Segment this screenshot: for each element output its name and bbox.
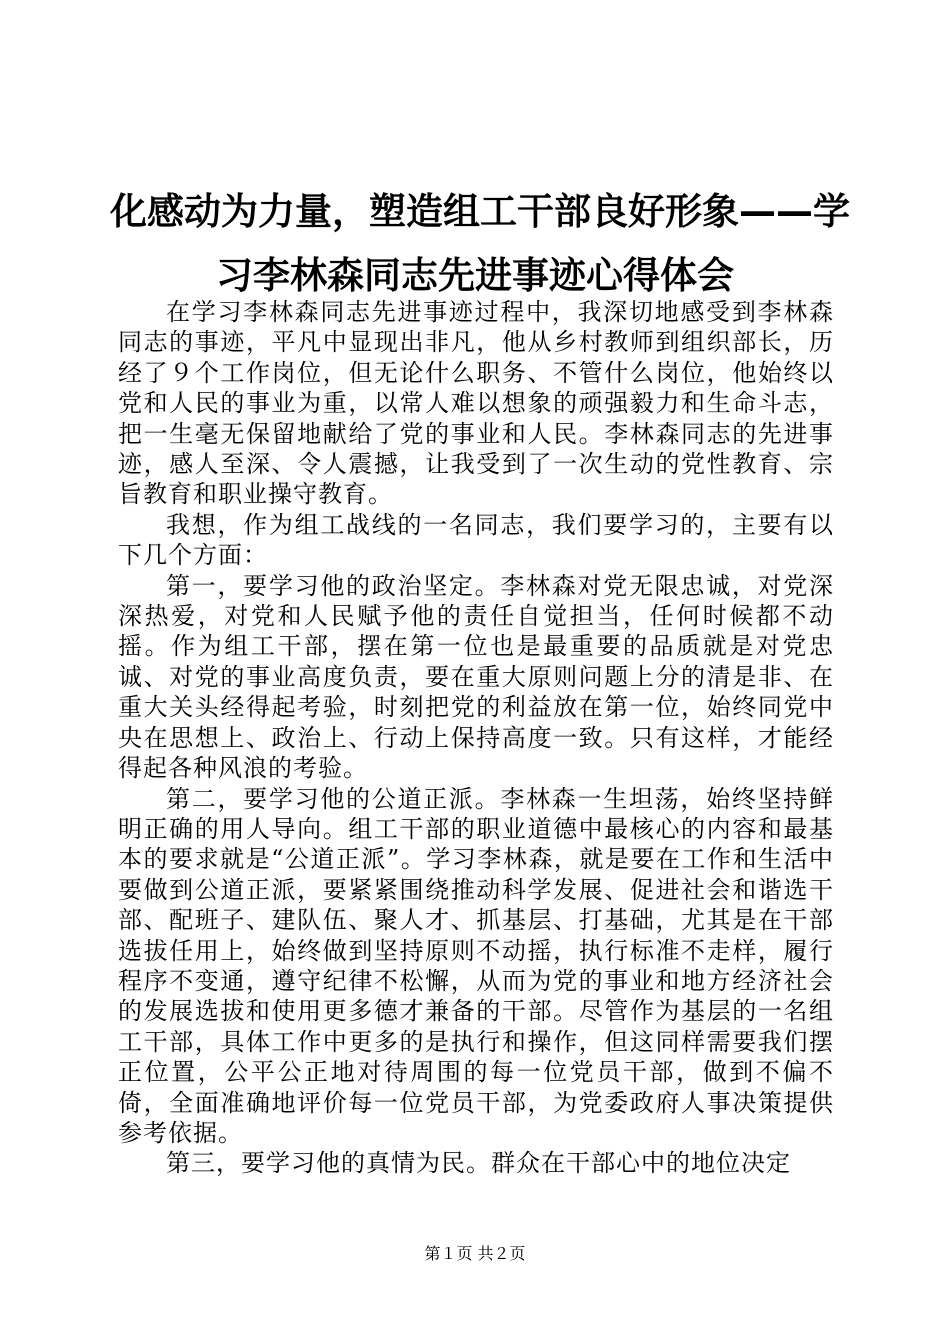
title-line-2: 习李林森同志先进事迹心得体会 (216, 254, 734, 297)
paragraph-first-point: 第一，要学习他的政治坚定。李林森对党无限忠诚，对党深深热爱，对党和人民赋予他的责任自觉担当，任何时候都不动摇。作为组工干部，摆在第一位也是最重要的品质就是对党忠诚、对党的事业高度负责，要在重大原则问题上分的清是非、在重大关头经得起考验，时刻把党的利益放在第一位，始终同党中央在思想上、政治上、行动上保持高度一致。只有这样，才能经得起各种风浪的考验。 (118, 571, 834, 783)
paragraph-intro: 在学习李林森同志先进事迹过程中，我深切地感受到李林森同志的事迹，平凡中显现出非凡，他从乡村教师到组织部长，历经了９个工作岗位，但无论什么职务、不管什么岗位，他始终以党和人民的事业为重，以常人难以想象的顽强毅力和生命斗志，把一生毫无保留地献给了党的事业和人民。李林森同志的先进事迹，感人至深、令人震撼，让我受到了一次生动的党性教育、宗旨教育和职业操守教育。 (118, 298, 834, 509)
paragraph-aspects: 我想，作为组工战线的一名同志，我们要学习的，主要有以下几个方面： (118, 510, 834, 570)
page-number-footer: 第１页 共２页 (424, 1244, 526, 1263)
document-body (118, 297, 834, 1179)
paragraph-second-point: 第二，要学习他的公道正派。李林森一生坦荡，始终坚持鲜明正确的用人导向。组工干部的职业道德中最核心的内容和最基本的要求就是“公道正派”。学习李林森，就是要在工作和生活中要做到公道正派，要紧紧围绕推动科学发展、促进社会和谐选干部、配班子、建队伍、聚人才、抓基层、打基础，尤其是在干部选拔任用上，始终做到坚持原则不动摇，执行标准不走样，履行程序不变通，遵守纪律不松懈，从而为党的事业和地方经济社会的发展选拔和使用更多德才兼备的干部。尽管作为基层的一名组工干部，具体工作中更多的是执行和操作，但这同样需要我们摆正位置，公平公正地对待周围的每一位党员干部，做到不偏不倚，全面准确地评价每一位党员干部，为党委政府人事决策提供参考依据。 (118, 784, 834, 1147)
paragraph-third-point: 第三，要学习他的真情为民。群众在干部心中的地位决定 (166, 1149, 791, 1178)
title-line-1: 化感动为力量，塑造组工干部良好形象——学 (110, 190, 850, 233)
document-title (110, 180, 850, 308)
